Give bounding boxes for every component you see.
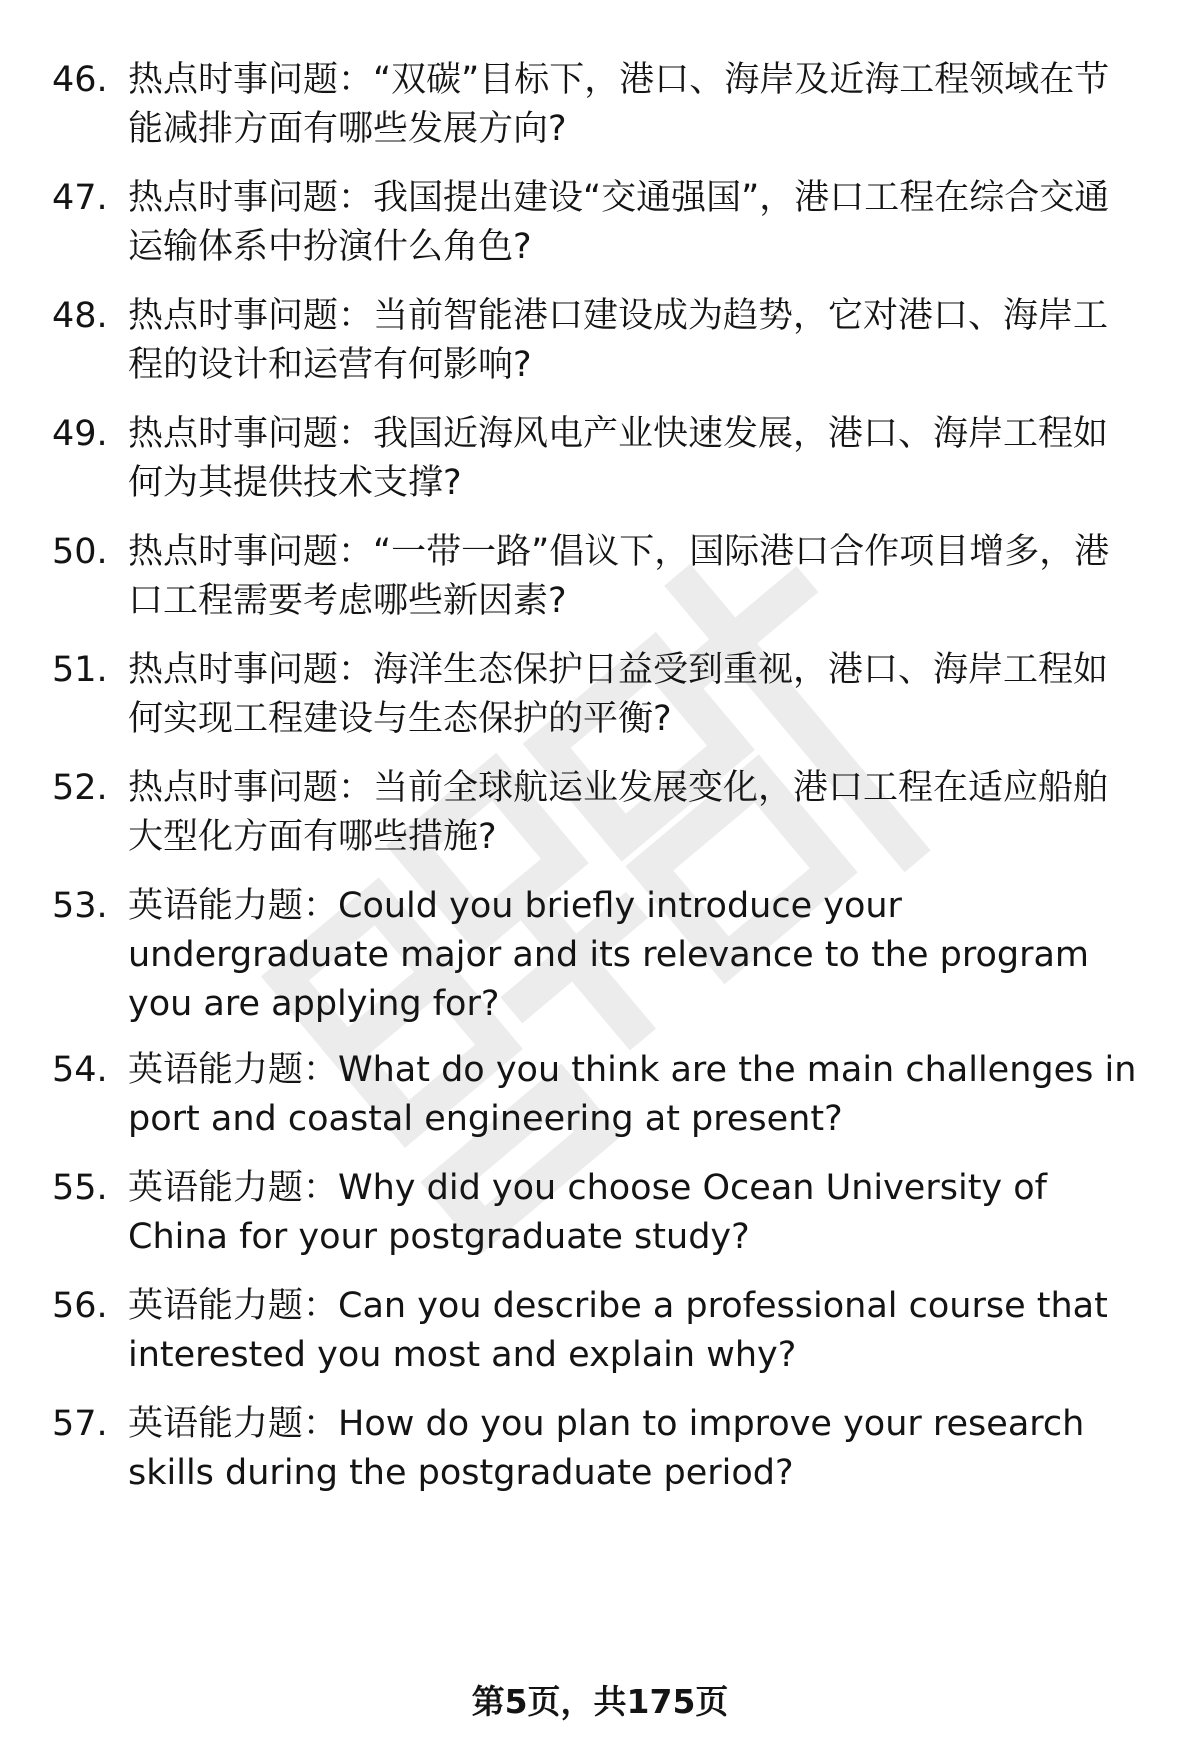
question-number: 49. [52, 414, 108, 454]
question-number: 48. [52, 296, 108, 336]
question-text: 英语能力题：Could you briefly introduce your undergraduate major and its relevance to the program you are applying for? [128, 886, 1090, 1024]
question-text: 热点时事问题：我国提出建设“交通强国”，港口工程在综合交通运输体系中扮演什么角色? [128, 178, 1110, 267]
question-text: 热点时事问题：我国近海风电产业快速发展，港口、海岸工程如何为其提供技术支撑? [128, 414, 1109, 503]
question-number: 52. [52, 768, 108, 808]
question-text: 热点时事问题：海洋生态保护日益受到重视，港口、海岸工程如何实现工程建设与生态保护的平衡? [128, 650, 1109, 739]
question-number: 53. [52, 886, 108, 926]
page-number-footer: 第5页，共175页 [471, 1682, 729, 1721]
question-number: 54. [52, 1050, 108, 1090]
question-text: 英语能力题：Can you describe a professional course that interested you most and explain why? [128, 1286, 1108, 1375]
question-number: 57. [52, 1404, 108, 1444]
question-text: 英语能力题：Why did you choose Ocean University of China for your postgraduate study? [128, 1168, 1047, 1257]
question-number: 55. [52, 1168, 108, 1208]
question-text: 热点时事问题：当前智能港口建设成为趋势，它对港口、海岸工程的设计和运营有何影响? [128, 296, 1109, 385]
question-number: 56. [52, 1286, 108, 1326]
question-text: 英语能力题：What do you think are the main challenges in port and coastal engineering at present? [128, 1050, 1137, 1139]
question-number: 46. [52, 60, 108, 100]
question-text: 热点时事问题：当前全球航运业发展变化，港口工程在适应船舶大型化方面有哪些措施? [128, 768, 1109, 857]
question-number: 50. [52, 532, 108, 572]
question-text: 热点时事问题：“一带一路”倡议下，国际港口合作项目增多，港口工程需要考虑哪些新因素? [128, 532, 1110, 621]
question-number: 47. [52, 178, 108, 218]
question-text: 热点时事问题：“双碳”目标下，港口、海岸及近海工程领域在节能减排方面有哪些发展方向? [128, 60, 1110, 149]
question-text: 英语能力题：How do you plan to improve your research skills during the postgraduate period? [128, 1404, 1085, 1493]
question-number: 51. [52, 650, 108, 690]
